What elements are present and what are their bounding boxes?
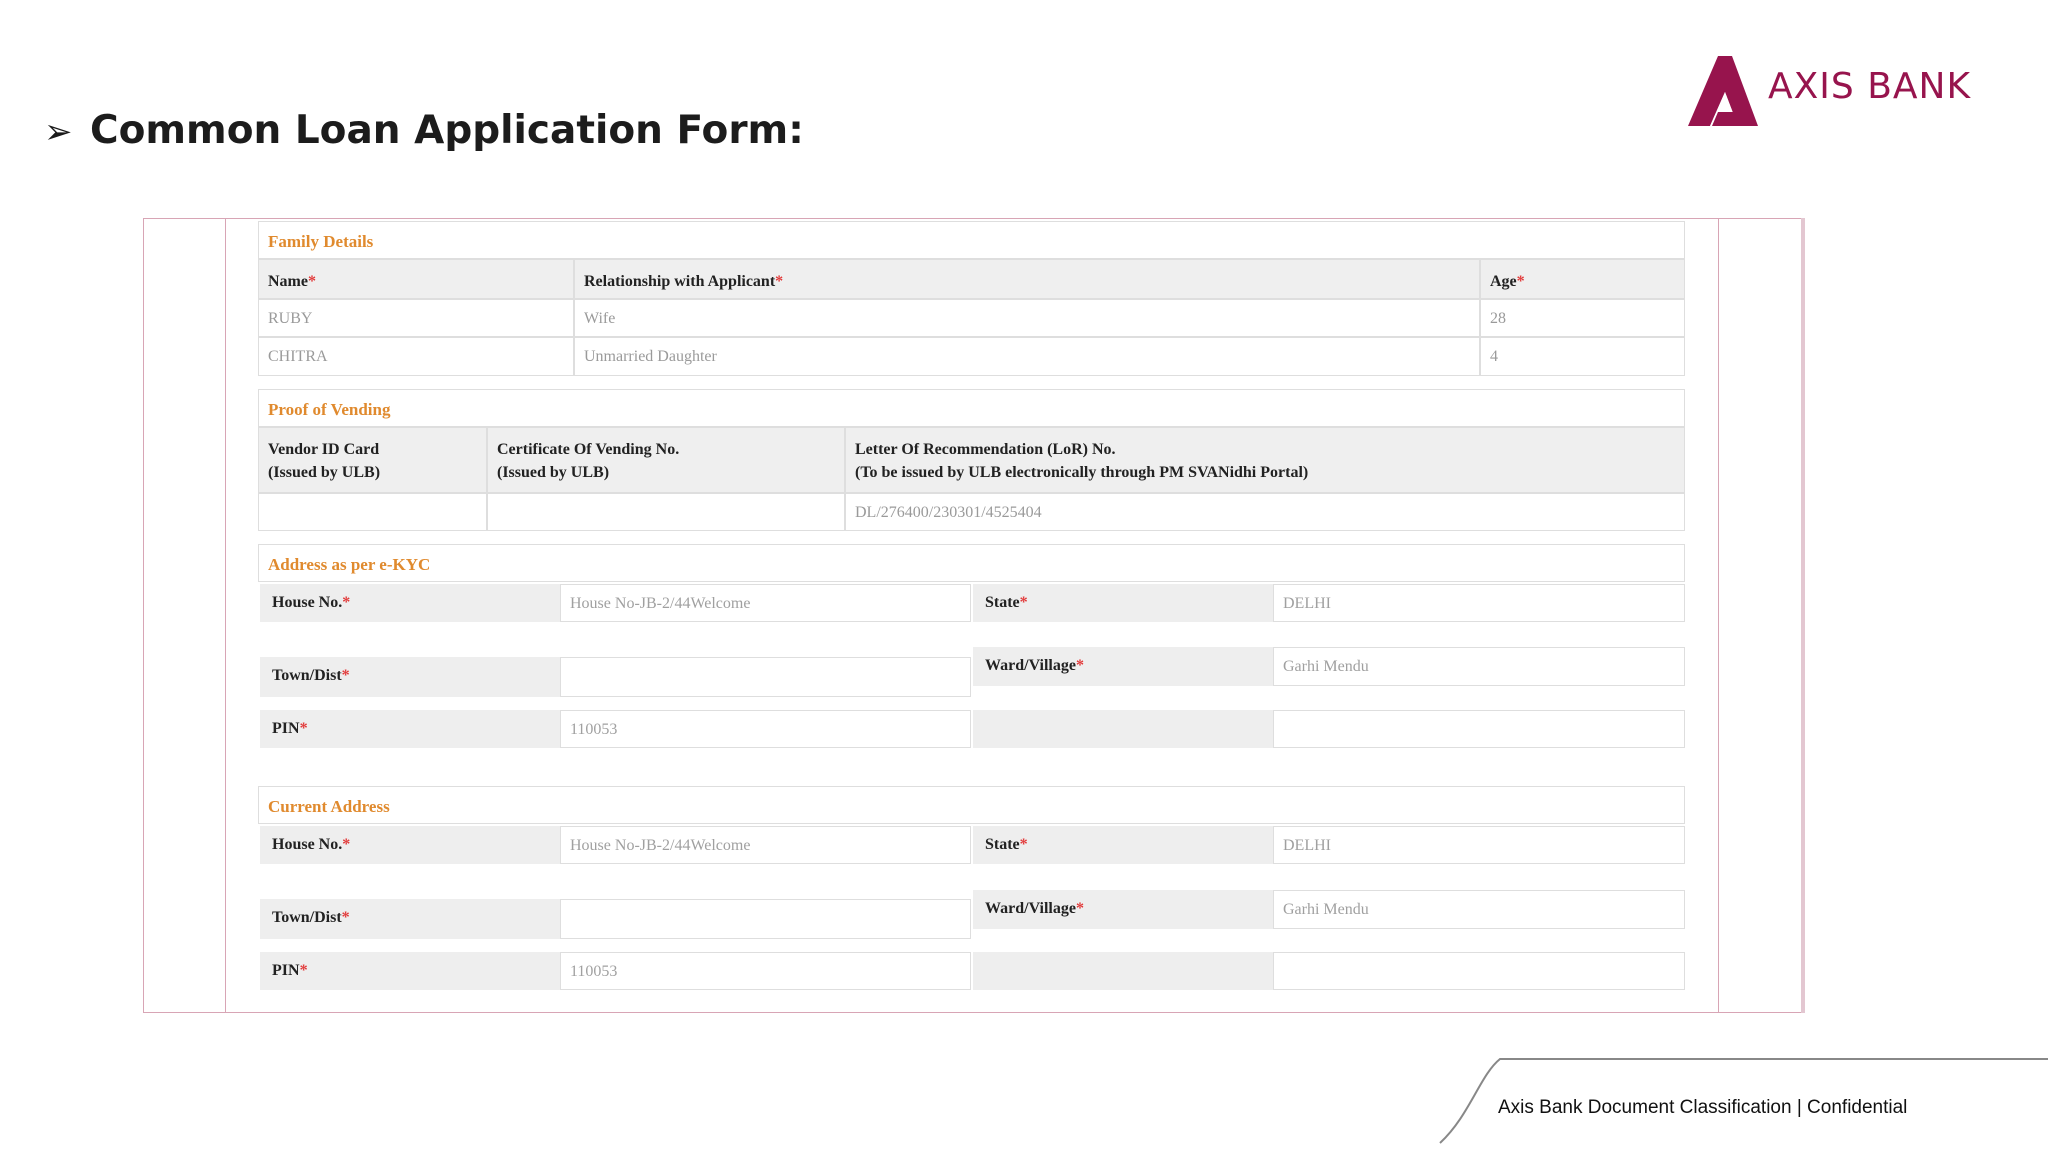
ekyc-state-label: State* bbox=[973, 584, 1273, 622]
certificate-no-value bbox=[487, 493, 845, 531]
current-empty-value bbox=[1273, 952, 1685, 990]
ekyc-town-label: Town/Dist* bbox=[260, 657, 560, 697]
family-row-2-relation: Unmarried Daughter bbox=[574, 337, 1480, 376]
current-pin-value: 110053 bbox=[560, 952, 971, 990]
footer-classification: Axis Bank Document Classification | Confidential bbox=[1498, 1097, 1908, 1118]
ekyc-house-label: House No.* bbox=[260, 584, 560, 622]
vending-col-lor: Letter Of Recommendation (LoR) No. (To be issued by ULB electronically through PM SVANidhi Portal) bbox=[845, 427, 1685, 493]
current-empty-label bbox=[973, 952, 1273, 990]
frame-divider-right bbox=[1718, 218, 1719, 1013]
current-house-value: House No-JB-2/44Welcome bbox=[560, 826, 971, 864]
family-row-1-relation: Wife bbox=[574, 299, 1480, 337]
page-title: Common Loan Application Form: bbox=[90, 108, 804, 153]
family-row-2-name: CHITRA bbox=[258, 337, 574, 376]
ekyc-ward-value: Garhi Mendu bbox=[1273, 647, 1685, 686]
ekyc-town-value bbox=[560, 657, 971, 697]
axis-bank-logo-text: AXIS BANK bbox=[1768, 66, 1972, 107]
bullet-arrow-icon: ➢ bbox=[44, 112, 73, 152]
family-col-relation: Relationship with Applicant* bbox=[574, 259, 1480, 299]
current-state-label: State* bbox=[973, 826, 1273, 864]
proof-of-vending-heading: Proof of Vending bbox=[258, 389, 1685, 427]
ekyc-house-value: House No-JB-2/44Welcome bbox=[560, 584, 971, 622]
ekyc-state-value: DELHI bbox=[1273, 584, 1685, 622]
frame-edge-right bbox=[1801, 218, 1805, 1013]
ekyc-address-heading: Address as per e-KYC bbox=[258, 544, 1685, 582]
vendor-id-value bbox=[258, 493, 487, 531]
ekyc-pin-label: PIN* bbox=[260, 710, 560, 748]
family-row-1-name: RUBY bbox=[258, 299, 574, 337]
family-row-1-age: 28 bbox=[1480, 299, 1685, 337]
vending-col-certificate: Certificate Of Vending No. (Issued by ULB) bbox=[487, 427, 845, 493]
vending-col-vendor-id: Vendor ID Card (Issued by ULB) bbox=[258, 427, 487, 493]
ekyc-ward-label: Ward/Village* bbox=[973, 647, 1273, 686]
current-town-label: Town/Dist* bbox=[260, 899, 560, 939]
frame-divider-left bbox=[225, 218, 226, 1013]
current-pin-label: PIN* bbox=[260, 952, 560, 990]
current-ward-label: Ward/Village* bbox=[973, 890, 1273, 929]
current-town-value bbox=[560, 899, 971, 939]
family-row-2-age: 4 bbox=[1480, 337, 1685, 376]
family-details-heading: Family Details bbox=[258, 221, 1685, 259]
ekyc-empty-label bbox=[973, 710, 1273, 748]
family-col-age: Age* bbox=[1480, 259, 1685, 299]
current-ward-value: Garhi Mendu bbox=[1273, 890, 1685, 929]
current-house-label: House No.* bbox=[260, 826, 560, 864]
ekyc-empty-value bbox=[1273, 710, 1685, 748]
lor-no-value: DL/276400/230301/4525404 bbox=[845, 493, 1685, 531]
current-address-heading: Current Address bbox=[258, 786, 1685, 824]
family-col-name: Name* bbox=[258, 259, 574, 299]
current-state-value: DELHI bbox=[1273, 826, 1685, 864]
ekyc-pin-value: 110053 bbox=[560, 710, 971, 748]
